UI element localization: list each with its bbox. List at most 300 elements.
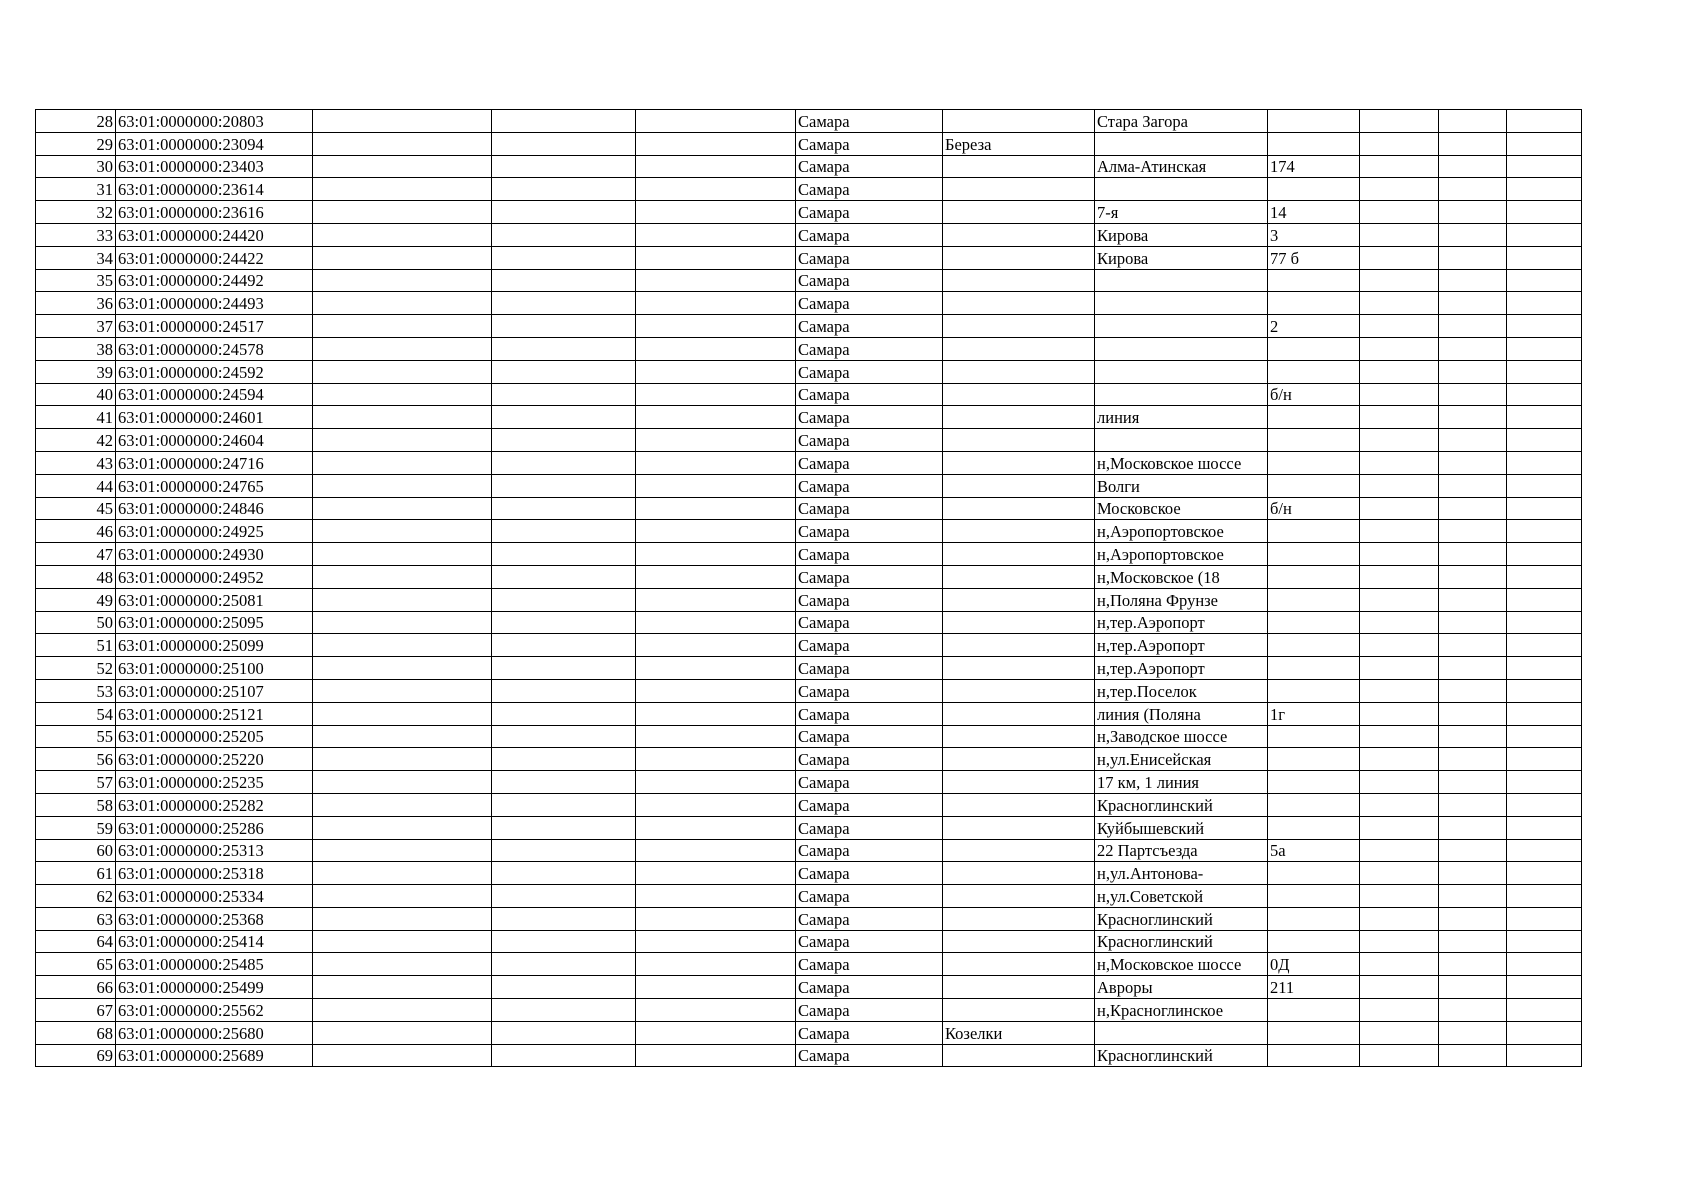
table-row [36,885,1582,908]
locality-cell [943,155,1095,178]
empty-cell [1507,907,1582,930]
empty-cell [492,771,636,794]
locality-cell [943,999,1095,1022]
empty-cell [1439,679,1507,702]
row-number-cell: 40 [36,383,116,406]
empty-cell [1360,178,1439,201]
empty-cell [1507,793,1582,816]
empty-cell [492,565,636,588]
empty-cell [313,520,492,543]
empty-cell [1360,748,1439,771]
empty-cell [313,953,492,976]
house-cell [1268,406,1360,429]
empty-cell [1439,885,1507,908]
empty-cell [1360,269,1439,292]
empty-cell [1360,110,1439,133]
cadastral-number-cell: 63:01:0000000:25107 [116,679,313,702]
empty-cell [1507,953,1582,976]
row-number-cell: 31 [36,178,116,201]
house-cell [1268,451,1360,474]
empty-cell [636,178,796,201]
street-cell: н,тер.Аэропорт [1095,611,1268,634]
empty-cell [1360,930,1439,953]
empty-cell [1360,155,1439,178]
empty-cell [1360,816,1439,839]
house-cell [1268,862,1360,885]
empty-cell [1507,132,1582,155]
locality-cell [943,110,1095,133]
cadastral-number-cell: 63:01:0000000:23616 [116,201,313,224]
empty-cell [1507,748,1582,771]
house-cell: 211 [1268,976,1360,999]
table-row [36,543,1582,566]
empty-cell [492,1044,636,1067]
empty-cell [636,474,796,497]
locality-cell [943,520,1095,543]
street-cell: Красноглинский [1095,907,1268,930]
empty-cell [1360,315,1439,338]
empty-cell [313,885,492,908]
empty-cell [1439,725,1507,748]
row-number-cell: 63 [36,907,116,930]
city-cell: Самара [796,702,943,725]
table-row [36,1021,1582,1044]
empty-cell [492,953,636,976]
house-cell [1268,520,1360,543]
empty-cell [636,497,796,520]
house-cell [1268,1044,1360,1067]
empty-cell [636,634,796,657]
house-cell [1268,793,1360,816]
empty-cell [636,1044,796,1067]
row-number-cell: 54 [36,702,116,725]
table-row [36,657,1582,680]
city-cell: Самара [796,907,943,930]
street-cell: н,ул.Антонова- [1095,862,1268,885]
empty-cell [1360,429,1439,452]
empty-cell [1507,497,1582,520]
street-cell: н,ул.Советской [1095,885,1268,908]
table-row [36,748,1582,771]
empty-cell [492,406,636,429]
empty-cell [1439,839,1507,862]
locality-cell [943,543,1095,566]
table-row [36,155,1582,178]
empty-cell [1360,337,1439,360]
row-number-cell: 69 [36,1044,116,1067]
house-cell [1268,885,1360,908]
table-row [36,634,1582,657]
empty-cell [636,155,796,178]
empty-cell [1507,178,1582,201]
street-cell: Стара Загора [1095,110,1268,133]
row-number-cell: 55 [36,725,116,748]
empty-cell [636,999,796,1022]
row-number-cell: 37 [36,315,116,338]
empty-cell [313,223,492,246]
locality-cell [943,907,1095,930]
row-number-cell: 35 [36,269,116,292]
empty-cell [1507,474,1582,497]
empty-cell [492,155,636,178]
empty-cell [492,520,636,543]
empty-cell [313,178,492,201]
table-row [36,451,1582,474]
empty-cell [492,862,636,885]
city-cell: Самара [796,657,943,680]
street-cell: н,Аэропортовское [1095,543,1268,566]
empty-cell [492,839,636,862]
table-row [36,679,1582,702]
city-cell: Самара [796,816,943,839]
house-cell [1268,565,1360,588]
city-cell: Самара [796,565,943,588]
street-cell: Алма-Атинская [1095,155,1268,178]
city-cell: Самара [796,930,943,953]
empty-cell [1439,611,1507,634]
empty-cell [1360,1044,1439,1067]
locality-cell [943,930,1095,953]
empty-cell [636,679,796,702]
row-number-cell: 45 [36,497,116,520]
row-number-cell: 34 [36,246,116,269]
street-cell [1095,132,1268,155]
empty-cell [313,269,492,292]
empty-cell [1360,862,1439,885]
cadastral-number-cell: 63:01:0000000:24578 [116,337,313,360]
locality-cell [943,1044,1095,1067]
locality-cell [943,702,1095,725]
table-row [36,269,1582,292]
empty-cell [1360,999,1439,1022]
empty-cell [1360,885,1439,908]
locality-cell [943,657,1095,680]
empty-cell [636,269,796,292]
city-cell: Самара [796,223,943,246]
house-cell [1268,725,1360,748]
city-cell: Самара [796,474,943,497]
empty-cell [313,406,492,429]
table-row [36,999,1582,1022]
city-cell: Самара [796,429,943,452]
empty-cell [1507,155,1582,178]
empty-cell [636,976,796,999]
street-cell [1095,269,1268,292]
empty-cell [636,543,796,566]
city-cell: Самара [796,999,943,1022]
empty-cell [492,223,636,246]
empty-cell [1507,451,1582,474]
locality-cell [943,269,1095,292]
empty-cell [313,1021,492,1044]
empty-cell [1439,497,1507,520]
empty-cell [1439,588,1507,611]
street-cell [1095,315,1268,338]
empty-cell [492,292,636,315]
city-cell: Самара [796,611,943,634]
locality-cell [943,223,1095,246]
house-cell: б/н [1268,383,1360,406]
empty-cell [492,725,636,748]
house-cell [1268,132,1360,155]
cadastral-number-cell: 63:01:0000000:23403 [116,155,313,178]
cadastral-number-cell: 63:01:0000000:24604 [116,429,313,452]
city-cell: Самара [796,793,943,816]
empty-cell [1439,360,1507,383]
empty-cell [636,930,796,953]
empty-cell [1439,292,1507,315]
empty-cell [492,611,636,634]
table-row [36,520,1582,543]
street-cell: 17 км, 1 линия [1095,771,1268,794]
empty-cell [636,862,796,885]
empty-cell [1439,383,1507,406]
empty-cell [313,930,492,953]
empty-cell [1360,839,1439,862]
table-row [36,588,1582,611]
empty-cell [492,132,636,155]
table-row [36,132,1582,155]
locality-cell: Козелки [943,1021,1095,1044]
empty-cell [636,1021,796,1044]
empty-cell [492,748,636,771]
empty-cell [1507,976,1582,999]
street-cell: н,Московское шоссе [1095,953,1268,976]
row-number-cell: 66 [36,976,116,999]
house-cell [1268,543,1360,566]
city-cell: Самара [796,953,943,976]
cadastral-number-cell: 63:01:0000000:24952 [116,565,313,588]
empty-cell [492,474,636,497]
empty-cell [492,702,636,725]
house-cell [1268,907,1360,930]
table-row [36,725,1582,748]
table-row [36,976,1582,999]
empty-cell [492,178,636,201]
empty-cell [1507,223,1582,246]
empty-cell [492,543,636,566]
empty-cell [313,565,492,588]
street-cell: н,Заводское шоссе [1095,725,1268,748]
empty-cell [1507,520,1582,543]
empty-cell [1360,201,1439,224]
locality-cell [943,360,1095,383]
empty-cell [636,839,796,862]
empty-cell [313,793,492,816]
empty-cell [1439,930,1507,953]
house-cell: 0Д [1268,953,1360,976]
empty-cell [492,634,636,657]
empty-cell [1507,360,1582,383]
city-cell: Самара [796,634,943,657]
row-number-cell: 47 [36,543,116,566]
locality-cell [943,725,1095,748]
empty-cell [636,702,796,725]
empty-cell [313,976,492,999]
empty-cell [492,269,636,292]
empty-cell [636,520,796,543]
empty-cell [636,565,796,588]
empty-cell [1439,953,1507,976]
city-cell: Самара [796,155,943,178]
table-row [36,1044,1582,1067]
empty-cell [492,816,636,839]
empty-cell [1439,155,1507,178]
table-row [36,771,1582,794]
empty-cell [1507,406,1582,429]
empty-cell [1507,1044,1582,1067]
cadastral-number-cell: 63:01:0000000:25318 [116,862,313,885]
empty-cell [636,201,796,224]
empty-cell [1360,223,1439,246]
house-cell [1268,1021,1360,1044]
cadastral-number-cell: 63:01:0000000:25282 [116,793,313,816]
table-row [36,178,1582,201]
empty-cell [492,451,636,474]
empty-cell [313,611,492,634]
locality-cell [943,634,1095,657]
street-cell: н,тер.Поселок [1095,679,1268,702]
house-cell [1268,269,1360,292]
table-row [36,474,1582,497]
table-row [36,611,1582,634]
empty-cell [492,315,636,338]
empty-cell [1360,771,1439,794]
street-cell: линия [1095,406,1268,429]
empty-cell [1439,429,1507,452]
empty-cell [492,793,636,816]
empty-cell [492,497,636,520]
street-cell: Красноглинский [1095,793,1268,816]
table-row [36,907,1582,930]
locality-cell [943,337,1095,360]
city-cell: Самара [796,110,943,133]
empty-cell [313,725,492,748]
city-cell: Самара [796,1044,943,1067]
empty-cell [1439,793,1507,816]
house-cell: 14 [1268,201,1360,224]
house-cell: б/н [1268,497,1360,520]
empty-cell [313,451,492,474]
empty-cell [1507,246,1582,269]
empty-cell [1507,611,1582,634]
cadastral-number-cell: 63:01:0000000:25100 [116,657,313,680]
house-cell: 3 [1268,223,1360,246]
empty-cell [1507,543,1582,566]
row-number-cell: 30 [36,155,116,178]
street-cell: н,тер.Аэропорт [1095,634,1268,657]
city-cell: Самара [796,337,943,360]
locality-cell [943,793,1095,816]
house-cell [1268,930,1360,953]
street-cell: Кирова [1095,223,1268,246]
empty-cell [313,360,492,383]
street-cell: Кирова [1095,246,1268,269]
cadastral-number-cell: 63:01:0000000:25121 [116,702,313,725]
empty-cell [636,588,796,611]
empty-cell [1439,976,1507,999]
empty-cell [492,885,636,908]
city-cell: Самара [796,406,943,429]
street-cell [1095,429,1268,452]
row-number-cell: 44 [36,474,116,497]
row-number-cell: 61 [36,862,116,885]
row-number-cell: 38 [36,337,116,360]
street-cell: н,Аэропортовское [1095,520,1268,543]
street-cell: Красноглинский [1095,1044,1268,1067]
street-cell: Куйбышевский [1095,816,1268,839]
empty-cell [1507,588,1582,611]
street-cell: н,Московское шоссе [1095,451,1268,474]
empty-cell [1439,406,1507,429]
empty-cell [1360,360,1439,383]
cadastral-number-cell: 63:01:0000000:20803 [116,110,313,133]
cadastral-number-cell: 63:01:0000000:24765 [116,474,313,497]
empty-cell [1507,383,1582,406]
row-number-cell: 29 [36,132,116,155]
house-cell [1268,611,1360,634]
city-cell: Самара [796,976,943,999]
locality-cell [943,885,1095,908]
empty-cell [1507,771,1582,794]
table-row [36,839,1582,862]
empty-cell [1439,657,1507,680]
cadastral-number-cell: 63:01:0000000:25286 [116,816,313,839]
empty-cell [1360,1021,1439,1044]
house-cell: 2 [1268,315,1360,338]
house-cell [1268,679,1360,702]
empty-cell [313,155,492,178]
empty-cell [1360,406,1439,429]
cadastral-number-cell: 63:01:0000000:25095 [116,611,313,634]
table-row [36,930,1582,953]
house-cell [1268,110,1360,133]
empty-cell [636,337,796,360]
house-cell [1268,748,1360,771]
empty-cell [492,110,636,133]
cadastral-number-cell: 63:01:0000000:25368 [116,907,313,930]
cadastral-number-cell: 63:01:0000000:25689 [116,1044,313,1067]
cadastral-number-cell: 63:01:0000000:25081 [116,588,313,611]
locality-cell [943,679,1095,702]
cadastral-number-cell: 63:01:0000000:25680 [116,1021,313,1044]
empty-cell [313,201,492,224]
locality-cell [943,474,1095,497]
empty-cell [313,862,492,885]
row-number-cell: 53 [36,679,116,702]
empty-cell [492,588,636,611]
city-cell: Самара [796,132,943,155]
street-cell: Авроры [1095,976,1268,999]
row-number-cell: 51 [36,634,116,657]
empty-cell [1439,702,1507,725]
row-number-cell: 50 [36,611,116,634]
empty-cell [1360,474,1439,497]
empty-cell [1507,657,1582,680]
empty-cell [492,383,636,406]
empty-cell [313,543,492,566]
empty-cell [1439,543,1507,566]
empty-cell [1360,634,1439,657]
row-number-cell: 46 [36,520,116,543]
empty-cell [1360,451,1439,474]
empty-cell [492,976,636,999]
row-number-cell: 57 [36,771,116,794]
empty-cell [1507,999,1582,1022]
empty-cell [636,315,796,338]
table-body [36,110,1582,1067]
row-number-cell: 64 [36,930,116,953]
